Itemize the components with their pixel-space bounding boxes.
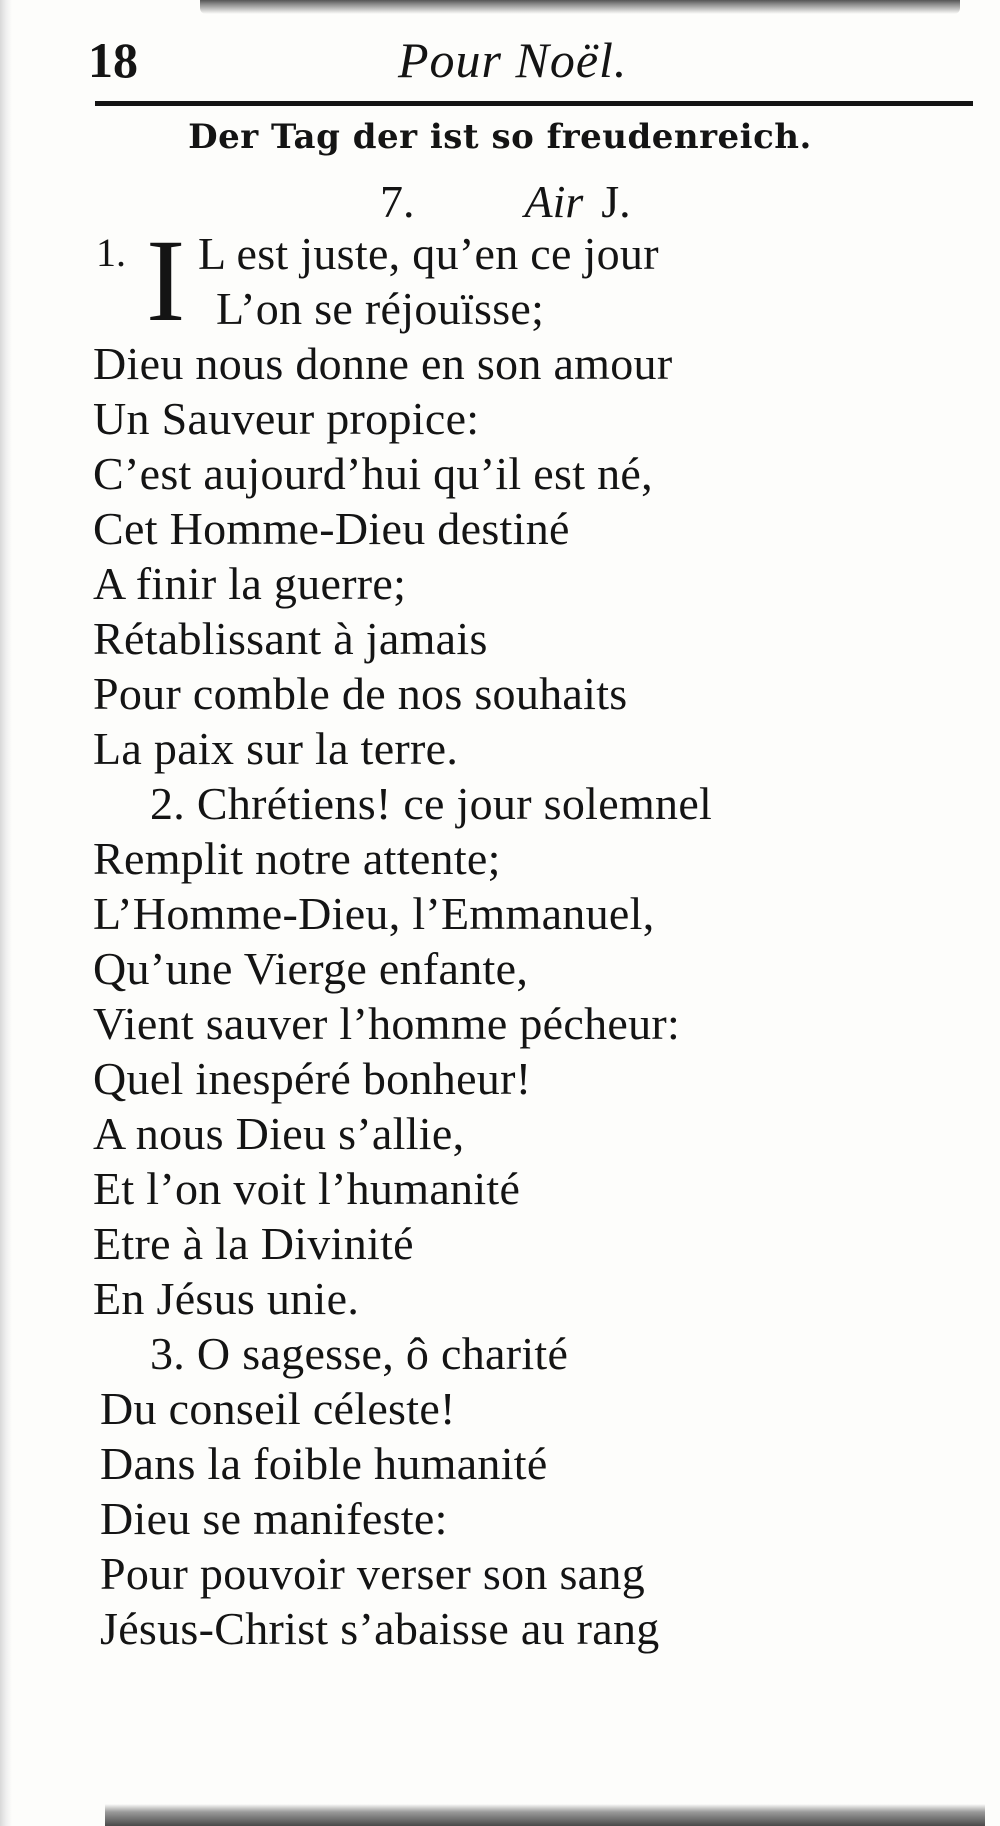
verse-line: Etre à la Divinité — [93, 1218, 414, 1269]
verse-line: C’est aujourd’hui qu’il est né, — [93, 448, 653, 499]
hymn-number: 7. — [380, 176, 415, 227]
verse-line: Et l’on voit l’humanité — [93, 1163, 521, 1214]
air-label: Air — [524, 176, 584, 227]
verse-line: 2. Chrétiens! ce jour solemnel — [150, 778, 713, 829]
verse-line: Dieu nous donne en son amour — [93, 338, 673, 389]
melody-title: Der Tag der ist so freudenreich. — [188, 117, 812, 157]
verse-line: Dieu se manifeste: — [100, 1493, 448, 1544]
verse-line: A finir la guerre; — [93, 558, 407, 609]
verse-line: Jésus-Christ s’abaisse au rang — [100, 1603, 660, 1654]
drop-cap: I — [146, 215, 186, 346]
page-header — [88, 22, 968, 92]
verse-line: L est juste, qu’en ce jour — [198, 228, 659, 279]
header-rule — [95, 101, 973, 106]
verse-line: Qu’une Vierge enfante, — [93, 943, 529, 994]
running-head: Pour Noël. — [398, 32, 628, 88]
verse-line: A nous Dieu s’allie, — [93, 1108, 465, 1159]
verse-line: La paix sur la terre. — [93, 723, 459, 774]
air-letter: J. — [601, 176, 631, 227]
scan-top-artifact — [200, 0, 960, 14]
page-number: 18 — [88, 32, 138, 88]
verse-line: Un Sauveur propice: — [93, 393, 480, 444]
page-edge-shadow — [0, 0, 12, 1826]
verse-line: Rétablissant à jamais — [93, 613, 488, 664]
verse-line: Pour pouvoir verser son sang — [100, 1548, 645, 1599]
scan-bottom-artifact — [105, 1804, 985, 1826]
air-designation — [380, 174, 631, 230]
verse-line: Quel inespéré bonheur! — [93, 1053, 532, 1104]
verse-line: L’on se réjouïsse; — [216, 283, 545, 334]
verse-line: En Jésus unie. — [93, 1273, 360, 1324]
verse-line: 3. O sagesse, ô charité — [150, 1328, 569, 1379]
verse-line: Dans la foible humanité — [100, 1438, 548, 1489]
verse-line: Remplit notre attente; — [93, 833, 501, 884]
verse-line: Cet Homme-Dieu destiné — [93, 503, 570, 554]
verse-line: Du conseil céleste! — [100, 1383, 456, 1434]
verse-line: Vient sauver l’homme pécheur: — [93, 998, 681, 1049]
verse-line: Pour comble de nos souhaits — [93, 668, 628, 719]
stanza-number: 1. — [96, 230, 126, 275]
verse-line: L’Homme-Dieu, l’Emmanuel, — [93, 888, 655, 939]
